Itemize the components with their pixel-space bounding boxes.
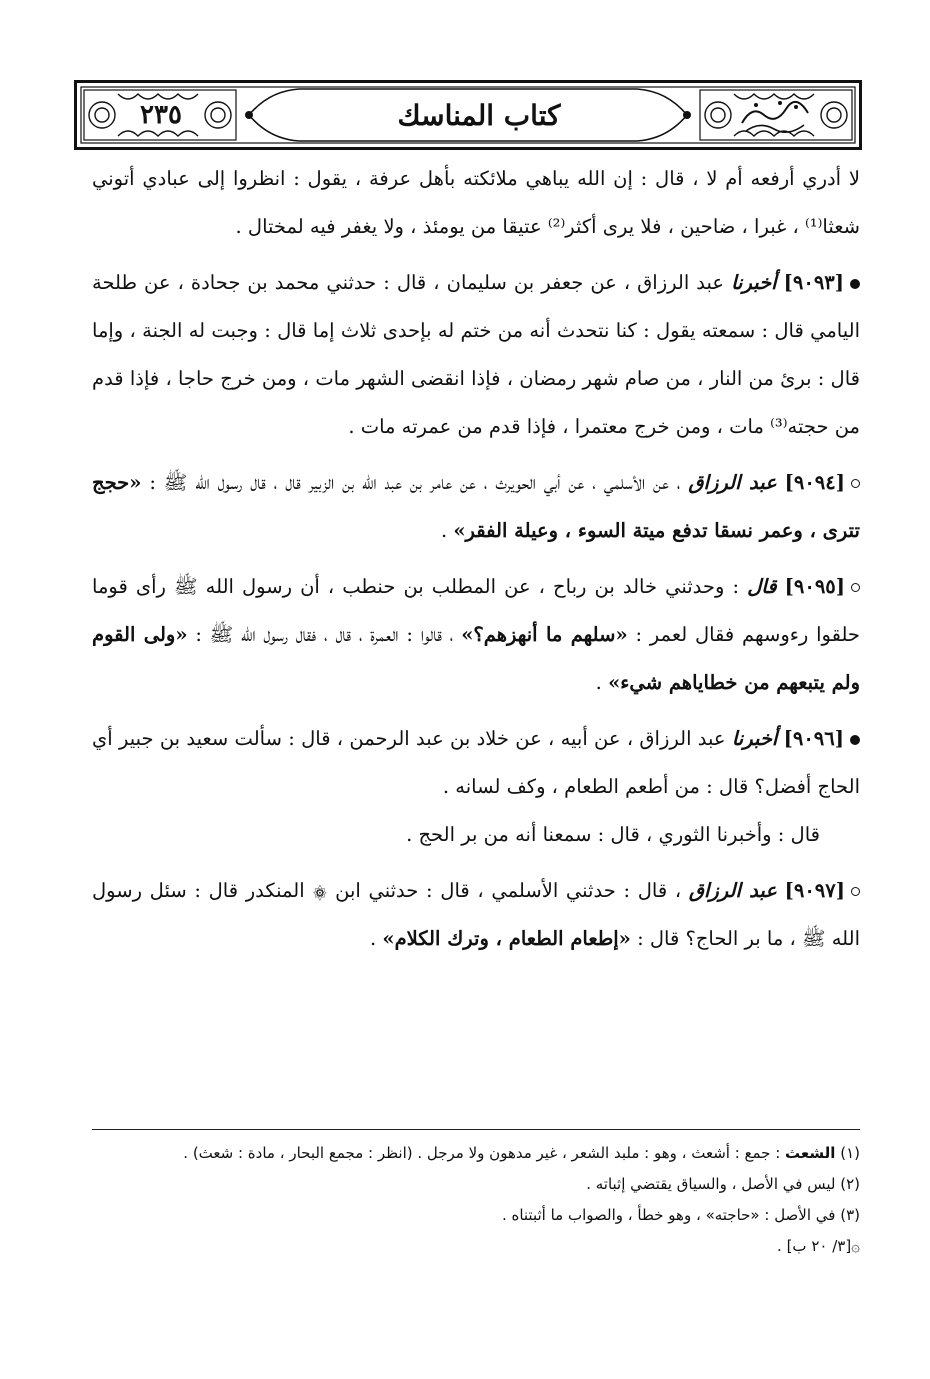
- hadith-text: ، قال : حدثني الأسلمي ، قال : حدثني ابن ۞ المنكدر قال : سئل رسول الله ﷺ ، ما بر الحاج؟ قال :: [92, 879, 860, 950]
- hadith-number: [٩٠٩٥]: [784, 575, 846, 598]
- hadith-author: عبد الرزاق: [688, 879, 777, 902]
- hadith-quote: «إطعام الطعام ، وترك الكلام»: [382, 927, 631, 950]
- footnote-2: (٢) ليس في الأصل ، والسياق يقتضي إثباته .: [586, 1175, 860, 1193]
- hadith-bullet-ring: [851, 583, 860, 592]
- footnote-4: ۞[٣/ ٢٠ ب] .: [777, 1237, 860, 1255]
- main-text: [92, 155, 860, 963]
- hadith-number: [٩٠٩٦]: [783, 727, 844, 750]
- footnote-divider: [92, 1129, 860, 1130]
- hadith-text-end: .: [369, 927, 377, 950]
- hadith-number: [٩٠٩٧]: [784, 879, 845, 902]
- hadith-number: [٩٠٩٣]: [783, 271, 845, 294]
- hadith-bullet-filled: [850, 735, 860, 745]
- hadith-text-end: .: [595, 671, 602, 694]
- hadith-author: أخبرنا: [731, 271, 777, 294]
- footnote-3: (٣) في الأصل : «حاجته» ، وهو خطأ ، والصواب ما أثبتناه .: [501, 1206, 860, 1224]
- hadith-quote: «حجج تترى ، وعمر نسقا تدفع ميتة السوء ، وعيلة الفقر»: [92, 471, 860, 542]
- hadith-9097: [92, 867, 860, 963]
- hadith-text-end: .: [440, 519, 448, 542]
- hadith-9096: [92, 715, 860, 811]
- footnote-number: (١): [840, 1144, 860, 1162]
- book-title-logo: [702, 90, 848, 140]
- hadith-bullet-ring: [851, 887, 860, 896]
- hadith-9095: [92, 563, 860, 707]
- hadith-text: ، قالوا : العمرة ، قال ، فقال رسول الله ﷺ :: [195, 623, 454, 646]
- hadith-text: عبد الرزاق ، عن أبيه ، عن خلاد بن عبد الرحمن ، قال : سألت سعيد بن جبير أي الحاج أفضل؟ قال : من أطعم الطعام ، وكف لسانه .: [92, 727, 860, 798]
- footnote-term: الشعث: [785, 1144, 836, 1162]
- page-number: ٢٣٥: [140, 100, 182, 130]
- calligraphy-logo-icon: [736, 93, 814, 137]
- hadith-9096-addendum: قال : وأخبرنا الثوري ، قال : سمعنا أنه من بر الحج .: [406, 823, 820, 846]
- paragraph-continuation: لا أدري أرفعه أم لا ، قال : إن الله يباهي ملائكته بأهل عرفة ، يقول : انظروا إلى عبادي أتوني شعثا⁽¹⁾ ، غبرا ، ضاحين ، فلا يرى أكثر⁽²⁾ عتيقا من يومئذ ، ولا يغفر فيه لمختال .: [92, 167, 860, 238]
- hadith-quote: «سلهم ما أنهزهم؟»: [461, 623, 628, 646]
- hadith-bullet-ring: [851, 479, 860, 488]
- hadith-quote: «ولى القوم ولم يتبعهم من خطاياهم شيء»: [92, 623, 860, 694]
- footnote-text: : جمع : أشعث ، وهو : ملبد الشعر ، غير مدهون ولا مرجل . (انظر : مجمع البحار ، مادة : شعث) .: [183, 1144, 781, 1162]
- hadith-text: ، عن الأسلمي ، عن أبي الحويرث ، عن عامر بن عبد الله بن الزبير قال ، قال رسول الله ﷺ :: [149, 471, 681, 494]
- hadith-number: [٩٠٩٤]: [784, 471, 845, 494]
- hadith-text: عبد الرزاق ، عن جعفر بن سليمان ، قال : حدثني محمد بن جحادة ، عن طلحة اليامي قال : سمعته يقول : كنا نتحدث أنه من ختم له بإحدى ثلاث إما قال : وجبت له الجنة ، وإما قال : برئ من النار ، من صام شهر رمضان ، فإذا انقضى الشهر مات ، ومن خرج حاجا ، فإذا قدم من حجته⁽³⁾ مات ، ومن خرج معتمرا ، فإذا قدم من عمرته مات .: [92, 271, 860, 438]
- page-header: [74, 80, 862, 150]
- footnote-1: [92, 1138, 860, 1169]
- hadith-text: : وحدثني خالد بن رباح ، عن المطلب بن حنطب ، أن رسول الله ﷺ رأى قوما حلقوا رءوسهم فقال لعمر :: [92, 575, 860, 646]
- footnotes: [92, 1138, 860, 1262]
- hadith-9094: [92, 459, 860, 555]
- hadith-bullet-filled: [850, 279, 860, 289]
- hadith-9093: [92, 259, 860, 451]
- section-title: كتاب المناسك: [397, 98, 561, 132]
- hadith-author: عبد الرزاق: [688, 471, 777, 494]
- hadith-author: أخبرنا: [731, 727, 778, 750]
- hadith-author: قال: [747, 575, 777, 598]
